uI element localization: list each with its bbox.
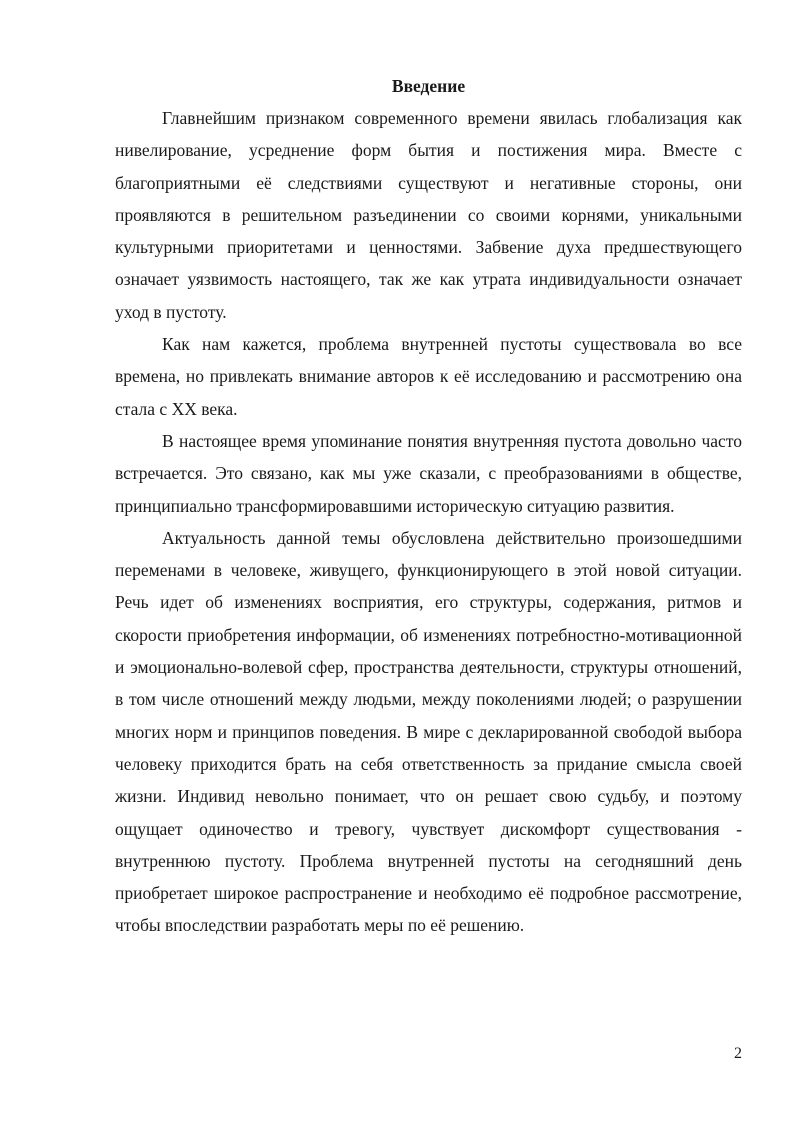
page-number: 2 (734, 1045, 742, 1062)
document-page (115, 74, 742, 942)
paragraph-relevance: Актуальность данной темы обусловлена действительно произошедшими переменами в человеке, живущего, функционирующего в этой новой ситуации. Речь идет об изменениях восприятия, его структуры, содержания, ритмов и скорости приобретения информации, об изменениях потребностно-мотивационной и эмоционально-волевой сфер, пространства деятельности, структуры отношений, в том числе отношений между людьми, между поколениями людей; о разрушении многих норм и принципов поведения. В мире с декларированной свободой выбора человеку приходится брать на себя ответственность за придание смысла своей жизни. Индивид невольно понимает, что он решает свою судьбу, и поэтому ощущает одиночество и тревогу, чувствует дискомфорт существования - внутреннюю пустоту. Проблема внутренней пустоты на сегодняшний день приобретает широкое распространение и необходимо её подробное рассмотрение, чтобы впоследствии разработать меры по её решению. (115, 527, 742, 936)
paragraph-present-time: В настоящее время упоминание понятия внутренняя пустота довольно часто встречается. Это связано, как мы уже сказали, с преобразованиями в обществе, принципиально трансформировавшими историческую ситуацию развития. (115, 430, 742, 516)
paragraph-inner-emptiness-history: Как нам кажется, проблема внутренней пустоты существовала во все времена, но привлекать внимание авторов к её исследованию и рассмотрению она стала с XX века. (115, 334, 742, 419)
paragraph-globalization: Главнейшим признаком современного времени явилась глобализация как нивелирование, усреднение форм бытия и постижения мира. Вместе с благоприятными её следствиями существуют и негативные стороны, они проявляются в решительном разъединении со своими корнями, уникальными культурными приоритетами и ценностями. Забвение духа предшествующего означает уязвимость настоящего, так же как утрата индивидуальности означает уход в пустоту. (115, 108, 742, 322)
section-title: Введение (391, 76, 466, 96)
